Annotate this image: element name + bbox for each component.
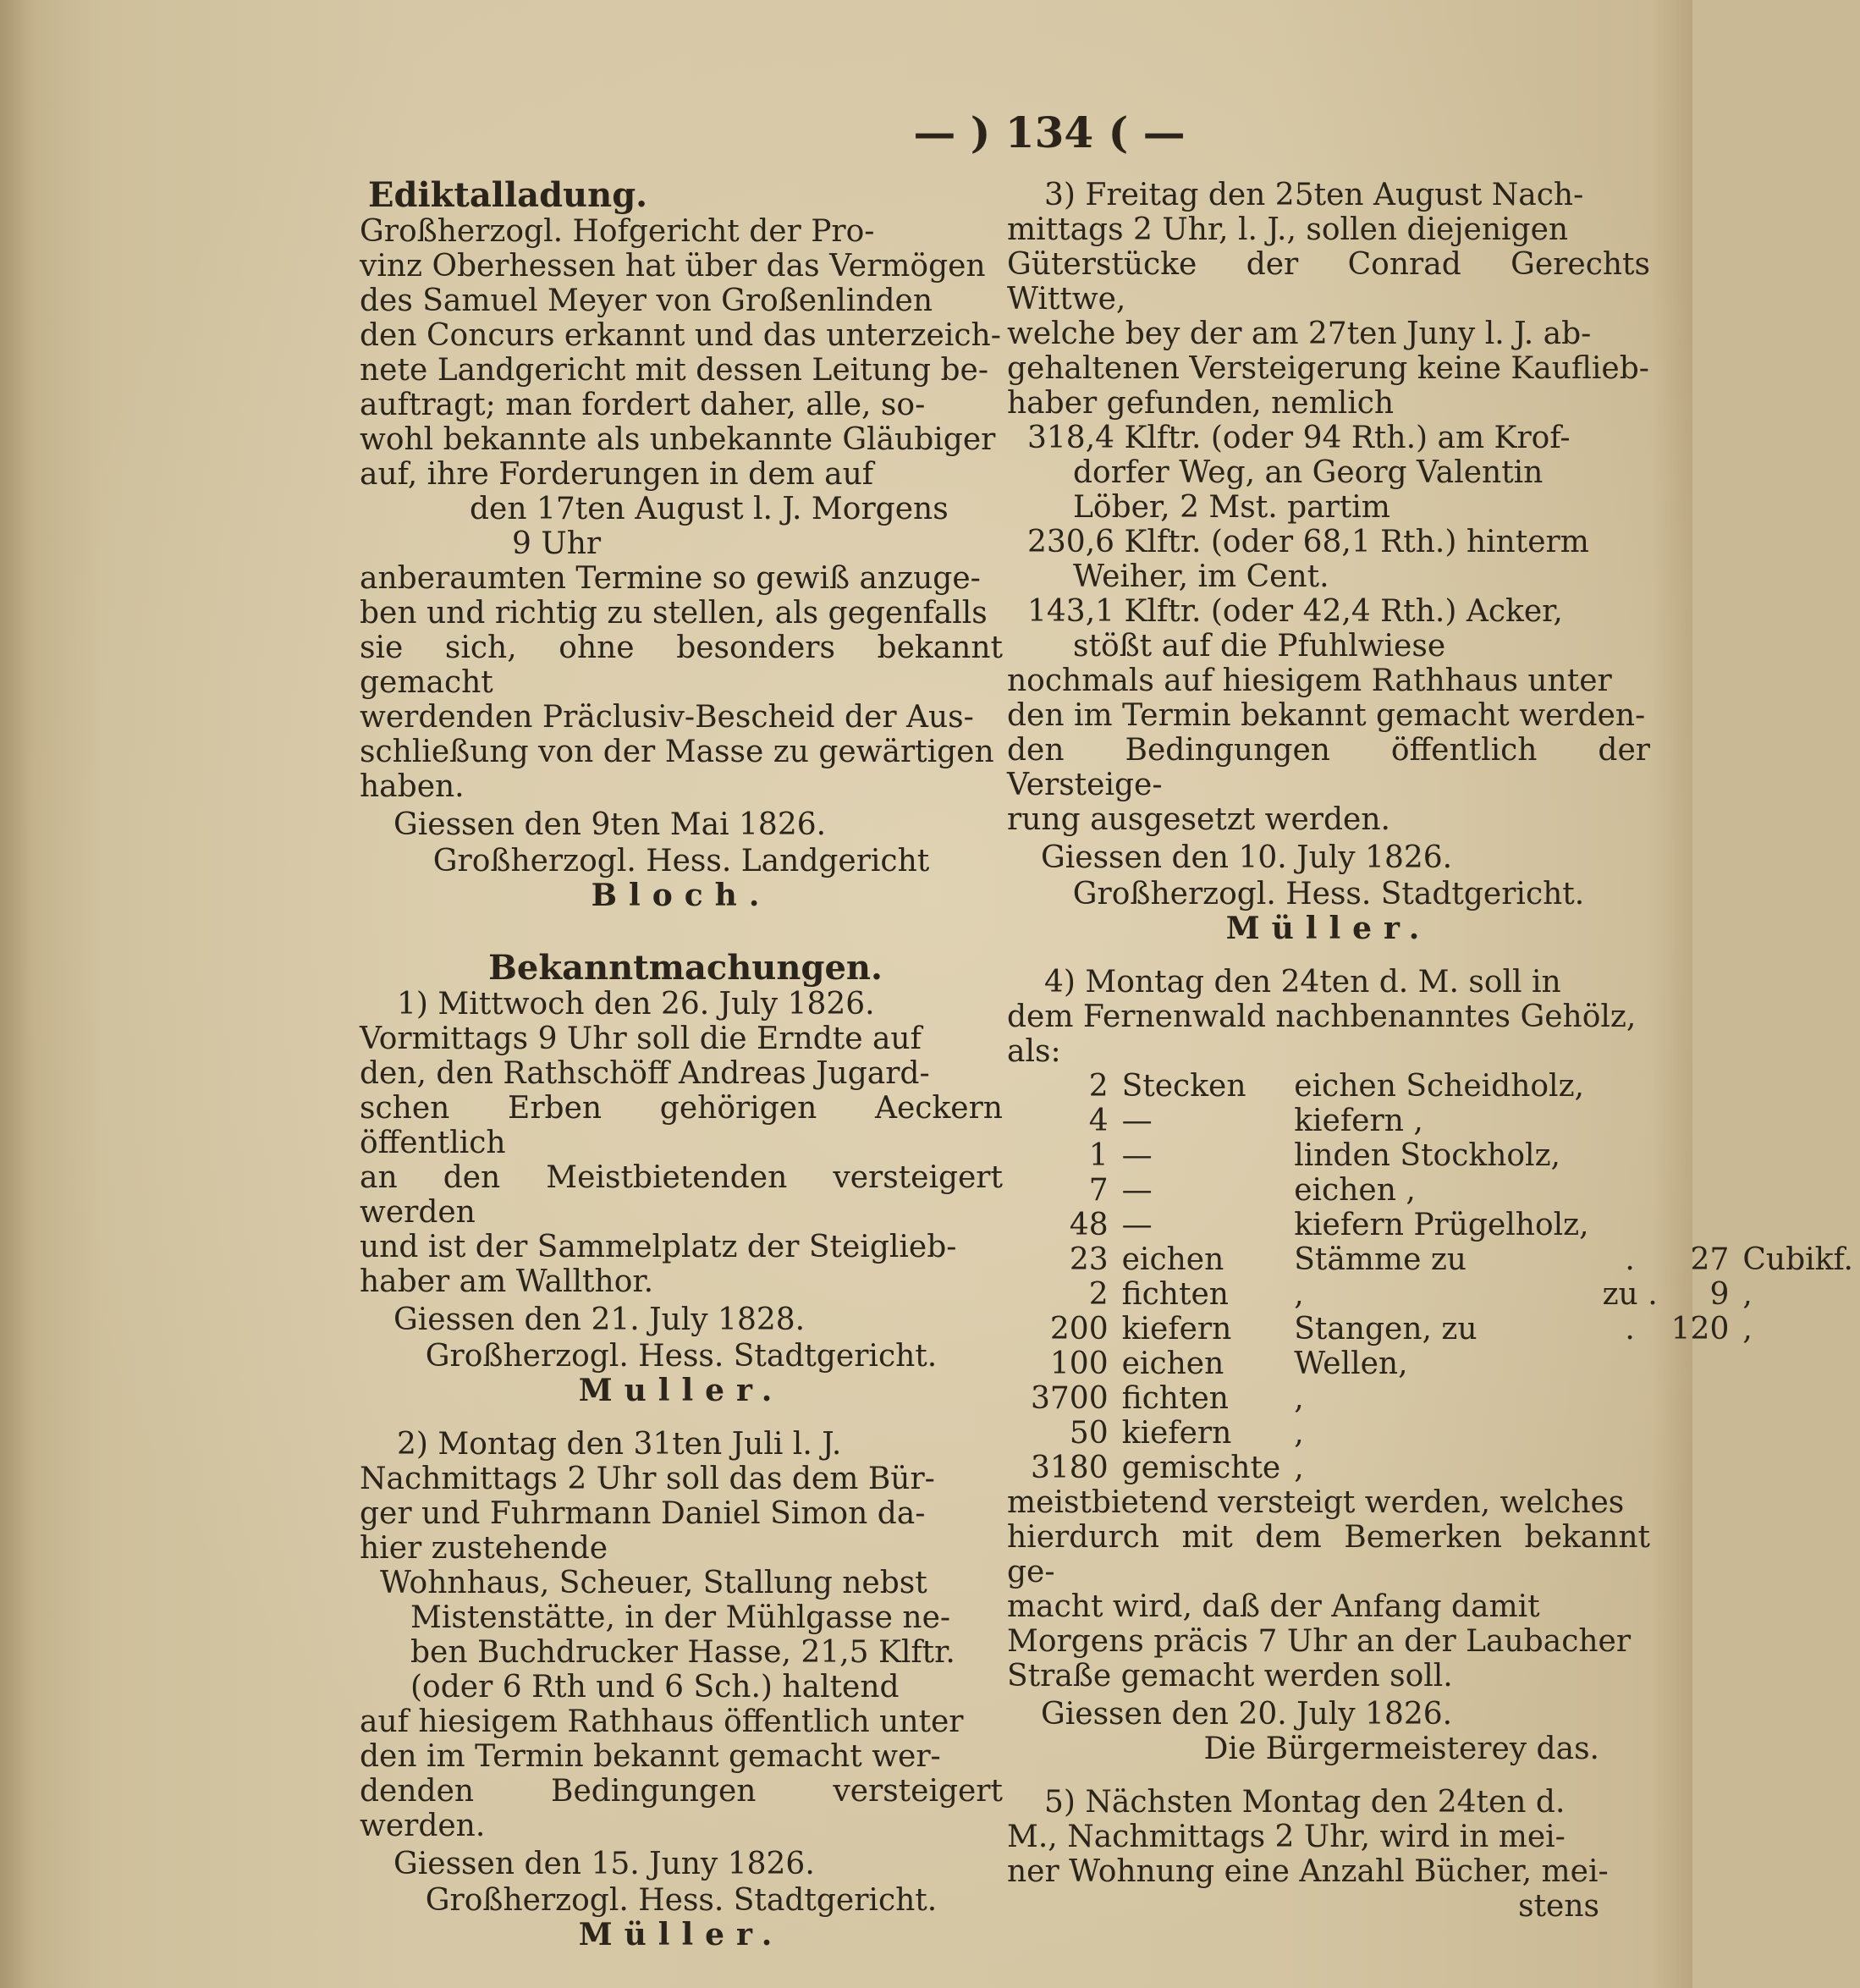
- wood-cell: [1736, 1381, 1860, 1416]
- wood-cell: [1665, 1346, 1736, 1381]
- notice-3-item-line: 318,4 Klftr. (oder 94 Rth.) am Krof-: [1027, 421, 1571, 455]
- wood-cell: kiefern: [1121, 1312, 1232, 1346]
- wood-cell: 4: [1088, 1104, 1109, 1138]
- wood-cell: —: [1121, 1208, 1153, 1242]
- notice-1-signature: Großherzogl. Hess. Stadtgericht.: [425, 1339, 938, 1374]
- notice-4-place-date: Giessen den 20. July 1826.: [1041, 1697, 1453, 1732]
- wood-cell: ,: [1294, 1277, 1304, 1312]
- notice-3-line: Güterstücke der Conrad Gerechts Wittwe,: [1007, 247, 1650, 317]
- notice-3-line: rung ausgesetzt werden.: [1007, 802, 1390, 837]
- notice-2-item-line: (oder 6 Rth und 6 Sch.) haltend: [410, 1670, 900, 1704]
- wood-cell: 2: [1088, 1277, 1109, 1312]
- edikt-place-date: Giessen den 9ten Mai 1826.: [393, 807, 827, 842]
- wood-table: [1024, 1069, 1860, 1485]
- notice-3-line: haber gefunden, nemlich: [1007, 386, 1395, 421]
- notice-2-line: ger und Fuhrmann Daniel Simon da-: [360, 1496, 926, 1531]
- wood-cell: [1665, 1173, 1736, 1208]
- wood-cell: ,: [1294, 1451, 1304, 1485]
- page-number: — ) 134 ( —: [913, 107, 1186, 157]
- notice-1-line: schen Erben gehörigen Aeckern öffentlich: [360, 1091, 1003, 1160]
- wood-row: [1024, 1173, 1860, 1208]
- edikt-notice: [360, 175, 1003, 913]
- edikt-body-line: auftragt; man fordert daher, alle, so-: [360, 388, 926, 422]
- wood-cell: 27: [1690, 1242, 1730, 1277]
- notice-2-signer: Müller.: [578, 1917, 784, 1952]
- edikt-body-line: auf, ihre Forderungen in dem auf: [360, 457, 874, 492]
- wood-cell: eichen Scheidholz,: [1294, 1069, 1584, 1104]
- wood-cell: fichten: [1121, 1381, 1229, 1416]
- wood-cell: 1: [1088, 1138, 1109, 1173]
- notice-4-line: als:: [1007, 1034, 1061, 1069]
- right-column: [1007, 178, 1853, 1924]
- wood-cell: [1736, 1346, 1860, 1381]
- notice-4-line: Morgens präcis 7 Uhr an der Laubacher: [1007, 1624, 1632, 1659]
- notice-4-line: dem Fernenwald nachbenanntes Gehölz,: [1007, 1000, 1637, 1034]
- wood-cell: 23: [1069, 1242, 1109, 1277]
- edikt-body-line: schließung von der Masse zu gewärtigen: [360, 735, 994, 769]
- wood-cell: [1736, 1138, 1860, 1173]
- wood-cell: Cubikf.: [1742, 1242, 1853, 1277]
- notice-4-line: hierdurch mit dem Bemerken bekannt ge-: [1007, 1520, 1650, 1589]
- wood-cell: [1736, 1104, 1860, 1138]
- wood-cell: [1665, 1069, 1736, 1104]
- wood-row: [1024, 1208, 1860, 1242]
- wood-row: [1024, 1451, 1860, 1485]
- wood-cell: [1665, 1104, 1736, 1138]
- wood-cell: .: [1625, 1242, 1635, 1277]
- wood-cell: gemischte: [1121, 1451, 1281, 1485]
- notice-2-place-date: Giessen den 15. Juny 1826.: [393, 1847, 815, 1881]
- notice-4: [1007, 965, 1853, 1766]
- notice-1-line: und ist der Sammelplatz der Steiglieb-: [360, 1230, 957, 1264]
- wood-cell: ,: [1742, 1312, 1753, 1346]
- wood-cell: [1736, 1208, 1860, 1242]
- notice-3-line: gehaltenen Versteigerung keine Kauflieb-: [1007, 351, 1649, 386]
- notice-3-line: welche bey der am 27ten Juny l. J. ab-: [1007, 317, 1592, 351]
- wood-cell: [1665, 1208, 1736, 1242]
- wood-cell: Wellen,: [1294, 1346, 1408, 1381]
- wood-row: [1024, 1277, 1860, 1312]
- edikt-body-line: Großherzogl. Hofgericht der Pro-: [360, 214, 875, 249]
- edikt-date-line: den 17ten August l. J. Morgens: [470, 492, 949, 526]
- wood-row: [1024, 1138, 1860, 1173]
- wood-cell: [1596, 1173, 1665, 1208]
- wood-cell: [1596, 1346, 1665, 1381]
- notice-2-line: hier zustehende: [360, 1531, 608, 1566]
- wood-row: [1024, 1242, 1860, 1277]
- notice-4-line: 4) Montag den 24ten d. M. soll in: [1044, 965, 1561, 1000]
- wood-row: [1024, 1381, 1860, 1416]
- notice-3: [1007, 178, 1650, 946]
- wood-cell: ,: [1294, 1416, 1304, 1451]
- wood-cell: kiefern Prügelholz,: [1294, 1208, 1589, 1242]
- wood-cell: 120: [1670, 1312, 1730, 1346]
- notice-3-place-date: Giessen den 10. July 1826.: [1041, 840, 1453, 875]
- wood-cell: [1665, 1138, 1736, 1173]
- wood-cell: kiefern: [1121, 1416, 1232, 1451]
- notice-4-signature: Die Bürgermeisterey das.: [1203, 1732, 1599, 1766]
- edikt-body-line: sie sich, ohne besonders bekannt gemacht: [360, 631, 1003, 700]
- wood-cell: 100: [1049, 1346, 1109, 1381]
- notice-2: [360, 1427, 1003, 1952]
- notice-5: [1007, 1785, 1650, 1924]
- wood-cell: [1596, 1381, 1665, 1416]
- notice-2-line: auf hiesigem Rathhaus öffentlich unter: [360, 1704, 964, 1739]
- edikt-body-line: ben und richtig zu stellen, als gegenfalls: [360, 596, 988, 631]
- wood-cell: [1665, 1451, 1736, 1485]
- wood-cell: .: [1625, 1312, 1635, 1346]
- wood-row: [1024, 1069, 1860, 1104]
- wood-cell: Stecken: [1121, 1069, 1246, 1104]
- notice-3-item-line: Weiher, im Cent.: [1073, 559, 1329, 594]
- notice-5-line: M., Nachmittags 2 Uhr, wird in mei-: [1007, 1820, 1566, 1854]
- edikt-signature: Großherzogl. Hess. Landgericht: [432, 844, 930, 878]
- wood-cell: ,: [1294, 1381, 1304, 1416]
- wood-cell: [1736, 1451, 1860, 1485]
- notice-3-item-line: 230,6 Klftr. (oder 68,1 Rth.) hinterm: [1027, 525, 1589, 559]
- wood-cell: [1596, 1138, 1665, 1173]
- edikt-body-line: anberaumten Termine so gewiß anzuge-: [360, 561, 981, 596]
- notice-2-line: Nachmittags 2 Uhr soll das dem Bür-: [360, 1462, 935, 1496]
- wood-cell: Stämme zu: [1294, 1242, 1467, 1277]
- notice-2-item-line: Wohnhaus, Scheuer, Stallung nebst: [380, 1566, 927, 1600]
- notice-1-line: an den Meistbietenden versteigert werden: [360, 1160, 1003, 1230]
- wood-cell: —: [1121, 1104, 1153, 1138]
- wood-cell: ,: [1742, 1277, 1753, 1312]
- wood-cell: 48: [1069, 1208, 1109, 1242]
- notice-4-line: Straße gemacht werden soll.: [1007, 1659, 1453, 1693]
- notice-2-line: den im Termin bekannt gemacht wer-: [360, 1739, 941, 1774]
- notice-2-item-line: Mistenstätte, in der Mühlgasse ne-: [410, 1600, 951, 1635]
- notice-4-line: meistbietend versteigt werden, welches: [1007, 1485, 1625, 1520]
- notice-1-line: den, den Rathschöff Andreas Jugard-: [360, 1056, 930, 1091]
- notice-3-line: 3) Freitag den 25ten August Nach-: [1044, 178, 1584, 212]
- notice-5-line: 5) Nächsten Montag den 24ten d.: [1044, 1785, 1566, 1820]
- edikt-signer: Bloch.: [591, 878, 772, 913]
- wood-cell: 7: [1088, 1173, 1109, 1208]
- wood-cell: 9: [1709, 1277, 1730, 1312]
- wood-cell: Stangen, zu: [1294, 1312, 1478, 1346]
- wood-cell: [1596, 1416, 1665, 1451]
- notice-2-item-line: ben Buchdrucker Hasse, 21,5 Klftr.: [410, 1635, 955, 1670]
- notice-1-line: Vormittags 9 Uhr soll die Erndte auf: [360, 1022, 922, 1056]
- notice-3-item-line: 143,1 Klftr. (oder 42,4 Rth.) Acker,: [1027, 594, 1563, 629]
- wood-row: [1024, 1416, 1860, 1451]
- notice-3-item-line: dorfer Weg, an Georg Valentin: [1073, 455, 1544, 490]
- notice-1-place-date: Giessen den 21. July 1828.: [393, 1302, 806, 1337]
- wood-cell: [1665, 1381, 1736, 1416]
- wood-cell: —: [1121, 1138, 1153, 1173]
- wood-cell: eichen ,: [1294, 1173, 1416, 1208]
- edikt-body-line: den Concurs erkannt und das unterzeich-: [360, 318, 1001, 353]
- left-column: [360, 175, 1003, 1952]
- wood-cell: kiefern ,: [1294, 1104, 1423, 1138]
- notice-2-line: 2) Montag den 31ten Juli l. J.: [397, 1427, 842, 1462]
- edikt-body-line: haben.: [360, 769, 465, 804]
- notice-2-line: denden Bedingungen versteigert werden.: [360, 1774, 1003, 1843]
- notice-1-line: haber am Wallthor.: [360, 1264, 654, 1299]
- bekannt-title: Bekanntmachungen.: [488, 948, 883, 988]
- edikt-body-line: werdenden Präclusiv-Bescheid der Aus-: [360, 700, 974, 735]
- notice-4-line: macht wird, daß der Anfang damit: [1007, 1589, 1540, 1624]
- wood-cell: 200: [1049, 1312, 1109, 1346]
- notice-2-signature: Großherzogl. Hess. Stadtgericht.: [425, 1883, 938, 1918]
- notice-3-item-line: stößt auf die Pfuhlwiese: [1073, 629, 1446, 664]
- wood-cell: 3700: [1031, 1381, 1109, 1416]
- wood-cell: [1596, 1104, 1665, 1138]
- wood-cell: [1596, 1208, 1665, 1242]
- notice-3-line: mittags 2 Uhr, l. J., sollen diejenigen: [1007, 212, 1569, 247]
- wood-cell: 2: [1088, 1069, 1109, 1104]
- notice-3-item-line: Löber, 2 Mst. partim: [1073, 490, 1390, 525]
- notice-1-signer: Muller.: [578, 1373, 784, 1408]
- edikt-body-line: vinz Oberhessen hat über das Vermögen: [360, 249, 986, 284]
- notice-3-signature: Großherzogl. Hess. Stadtgericht.: [1072, 877, 1585, 911]
- notice-3-line: nochmals auf hiesigem Rathhaus unter: [1007, 664, 1612, 698]
- edikt-body-line: des Samuel Meyer von Großenlinden: [360, 284, 933, 318]
- wood-cell: [1736, 1416, 1860, 1451]
- edikt-body-line: wohl bekannte als unbekannte Gläubiger: [360, 422, 996, 457]
- notice-3-signer: Müller.: [1225, 911, 1432, 946]
- wood-cell: 3180: [1031, 1451, 1109, 1485]
- notice-3-line: den Bedingungen öffentlich der Versteige-: [1007, 733, 1650, 802]
- notice-1: [360, 950, 1003, 1408]
- edikt-hour-line: 9 Uhr: [512, 526, 602, 561]
- wood-cell: [1736, 1069, 1860, 1104]
- edikt-title: Ediktalladung.: [368, 175, 648, 215]
- notice-1-line: 1) Mittwoch den 26. July 1826.: [397, 987, 875, 1022]
- catchword: stens: [1518, 1889, 1599, 1924]
- edikt-body-line: nete Landgericht mit dessen Leitung be-: [360, 353, 988, 388]
- wood-cell: linden Stockholz,: [1294, 1138, 1560, 1173]
- wood-row: [1024, 1346, 1860, 1381]
- wood-row: [1024, 1312, 1860, 1346]
- wood-cell: fichten: [1121, 1277, 1229, 1312]
- wood-cell: eichen: [1121, 1346, 1224, 1381]
- wood-cell: [1665, 1416, 1736, 1451]
- notice-5-line: ner Wohnung eine Anzahl Bücher, mei-: [1007, 1854, 1609, 1889]
- wood-cell: [1596, 1451, 1665, 1485]
- wood-cell: eichen: [1121, 1242, 1224, 1277]
- notice-3-line: den im Termin bekannt gemacht werden-: [1007, 698, 1646, 733]
- wood-cell: zu .: [1602, 1277, 1658, 1312]
- wood-cell: 50: [1069, 1416, 1109, 1451]
- wood-row: [1024, 1104, 1860, 1138]
- wood-cell: —: [1121, 1173, 1153, 1208]
- wood-cell: [1736, 1173, 1860, 1208]
- wood-cell: [1596, 1069, 1665, 1104]
